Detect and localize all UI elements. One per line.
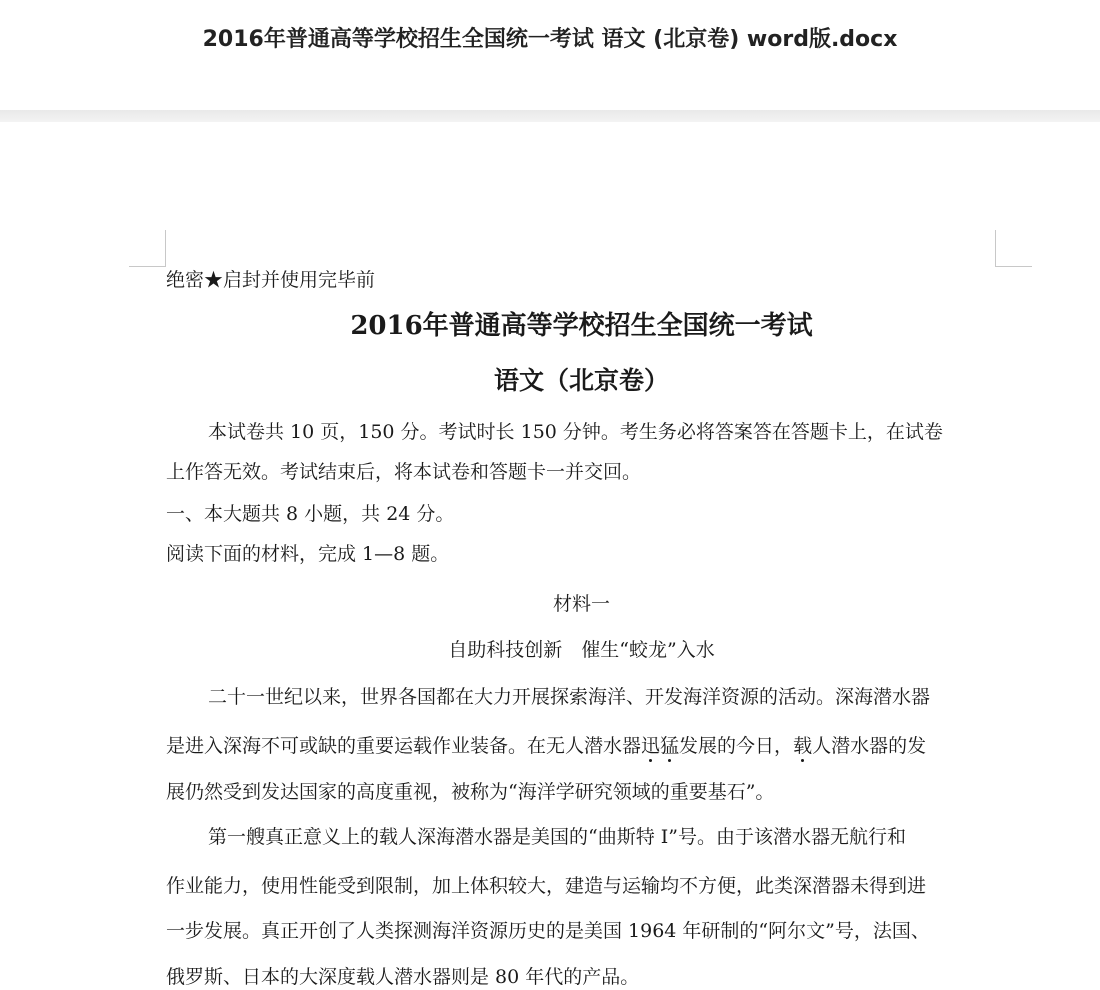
exam-subtitle: 语文（北京卷） <box>493 366 669 395</box>
para1-line-2-text-a: 是进入深海不可或缺的重要运载作业装备。在无人潜水器 <box>166 735 642 757</box>
reading-prompt: 阅读下面的材料，完成 1—8 题。 <box>166 543 450 565</box>
emphasis-char-3: 载 <box>793 735 813 757</box>
instruction-line-2: 上作答无效。考试结束后，将本试卷和答题卡一并交回。 <box>166 461 642 483</box>
title-bar <box>0 0 1100 110</box>
para1-line-2 <box>166 734 926 758</box>
para1-line-2-text-b: 发展的今日， <box>679 735 794 757</box>
para2-line-2: 作业能力，使用性能受到限制，加上体积较大，建造与运输均不方便，此类深潜器未得到进 <box>166 875 927 897</box>
confidential-label: 绝密★启封并使用完毕前 <box>166 269 376 291</box>
para2-line-4: 俄罗斯、日本的大深度载人潜水器则是 80 年代的产品。 <box>166 966 640 988</box>
emphasis-char-2: 猛 <box>660 735 680 757</box>
para1-line-1: 二十一世纪以来，世界各国都在大力开展探索海洋、开发海洋资源的活动。深海潜水器 <box>208 686 931 708</box>
emphasis-char-1: 迅 <box>641 735 661 757</box>
margin-corner-top-left <box>129 230 166 267</box>
section-heading: 一、本大题共 8 小题，共 24 分。 <box>166 503 455 525</box>
document-page <box>0 122 1100 990</box>
para1-line-2-text-c: 人潜水器的发 <box>812 735 927 757</box>
para2-line-3: 一步发展。真正开创了人类探测海洋资源历史的是美国 1964 年研制的“阿尔文”号，法国、 <box>166 920 930 942</box>
material-title: 自助科技创新 催生“蛟龙”入水 <box>448 639 715 661</box>
document-title: 2016年普通高等学校招生全国统一考试 语文 (北京卷) word版.docx <box>202 27 898 52</box>
toolbar-separator <box>0 110 1100 122</box>
instruction-line-1: 本试卷共 10 页，150 分。考试时长 150 分钟。考生务必将答案答在答题卡上，在试卷 <box>208 421 943 443</box>
material-label: 材料一 <box>552 593 610 615</box>
exam-title: 2016年普通高等学校招生全国统一考试 <box>350 311 813 341</box>
para2-line-1: 第一艘真正意义上的载人深海潜水器是美国的“曲斯特 I”号。由于该潜水器无航行和 <box>208 826 906 848</box>
margin-corner-top-right <box>995 230 1032 267</box>
para1-line-3: 展仍然受到发达国家的高度重视，被称为“海洋学研究领域的重要基石”。 <box>166 781 775 803</box>
